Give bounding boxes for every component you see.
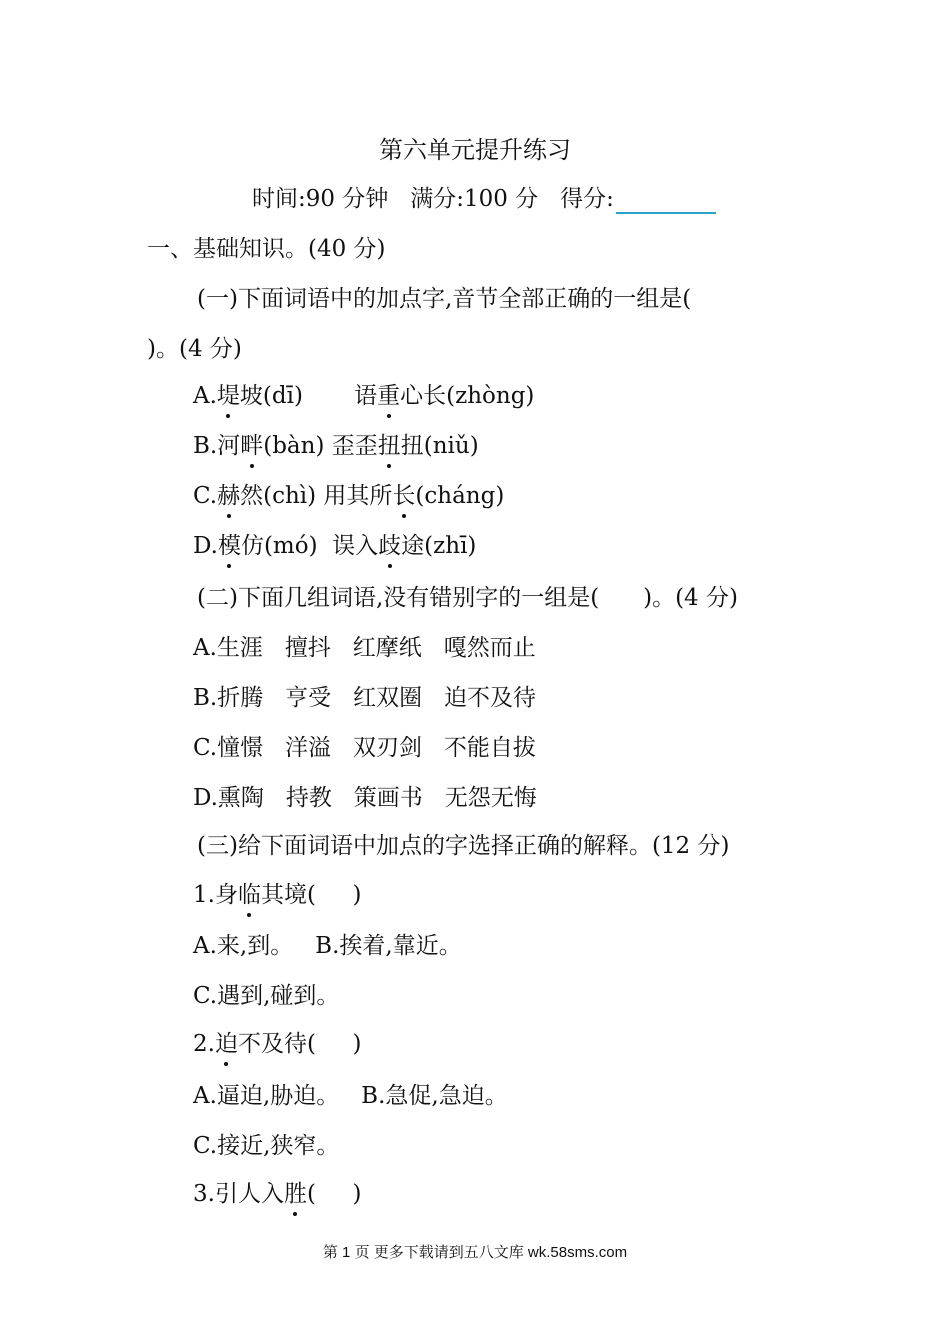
q3-item-2 bbox=[193, 1029, 361, 1059]
q3-item-3 bbox=[193, 1179, 361, 1209]
dotted-char: 扭 bbox=[377, 433, 401, 459]
page-footer: 第 1 页 更多下载请到五八文库 wk.58sms.com bbox=[322, 1244, 628, 1261]
q3-item-2-options-ab: A.逼迫,胁迫。 B.急促,急迫。 bbox=[193, 1083, 508, 1109]
option-prefix: A. bbox=[193, 383, 217, 409]
dotted-char: 迫 bbox=[214, 1031, 238, 1057]
dotted-char: 赫 bbox=[217, 483, 241, 509]
q1-option-a bbox=[193, 381, 534, 411]
dotted-char: 歧 bbox=[378, 533, 402, 559]
q3-item-1-option-c: C.遇到,碰到。 bbox=[193, 983, 340, 1009]
q2-option-c: C.憧憬 洋溢 双刃剑 不能自拔 bbox=[193, 735, 536, 761]
item-text: 1.身 bbox=[193, 882, 238, 908]
option-text: 仿(mó) 误入 bbox=[240, 533, 379, 559]
full-score: 满分:100 分 bbox=[410, 186, 539, 212]
option-text: (bàn) 歪歪 bbox=[263, 433, 378, 459]
option-text: 心长(zhòng) bbox=[400, 383, 535, 409]
q2-option-d: D.熏陶 持教 策画书 无怨无悔 bbox=[193, 785, 537, 811]
score-blank[interactable] bbox=[616, 186, 716, 214]
dotted-char: 临 bbox=[237, 882, 261, 908]
section-heading: 一、基础知识。(40 分) bbox=[147, 236, 386, 262]
item-text: 2. bbox=[193, 1031, 215, 1057]
dotted-char: 堤 bbox=[216, 383, 240, 409]
option-text: 然(chì) 用其所 bbox=[240, 483, 393, 509]
q1-option-d bbox=[193, 531, 476, 561]
option-text: 坡(dī) 语 bbox=[239, 383, 378, 409]
dotted-char: 模 bbox=[217, 533, 241, 559]
q3-item-1 bbox=[193, 880, 361, 910]
option-text: 扭(niǔ) bbox=[400, 433, 479, 459]
q3-item-1-options-ab: A.来,到。 B.挨着,靠近。 bbox=[193, 933, 462, 959]
q1-stem: (一)下面词语中的加点字,音节全部正确的一组是( bbox=[197, 286, 692, 312]
exam-meta bbox=[252, 184, 716, 214]
item-text: ( ) bbox=[306, 1181, 362, 1207]
option-text: 途(zhī) bbox=[401, 533, 477, 559]
q2-option-b: B.折腾 亨受 红双圈 迫不及待 bbox=[193, 685, 537, 711]
q2-stem: (二)下面几组词语,没有错别字的一组是( )。(4 分) bbox=[197, 585, 738, 611]
item-text: 不及待( ) bbox=[237, 1031, 362, 1057]
page-title: 第六单元提升练习 bbox=[379, 136, 571, 164]
q3-item-2-option-c: C.接近,狭窄。 bbox=[193, 1133, 340, 1159]
time-limit: 时间:90 分钟 bbox=[252, 186, 389, 212]
option-prefix: B.河 bbox=[193, 433, 241, 459]
option-text: (cháng) bbox=[415, 483, 505, 509]
item-text: 3.引人入 bbox=[193, 1181, 284, 1207]
option-prefix: D. bbox=[193, 533, 218, 559]
q1-option-b bbox=[193, 431, 479, 461]
q1-stem-cont: )。(4 分) bbox=[147, 336, 242, 362]
option-prefix: C. bbox=[193, 483, 218, 509]
item-text: 其境( ) bbox=[260, 882, 362, 908]
dotted-char: 长 bbox=[392, 483, 416, 509]
q1-option-c bbox=[193, 481, 504, 511]
q2-option-a: A.生涯 擅抖 红摩纸 嘎然而止 bbox=[193, 635, 536, 661]
dotted-char: 胜 bbox=[283, 1181, 307, 1207]
score-label: 得分: bbox=[560, 186, 614, 212]
dotted-char: 重 bbox=[377, 383, 401, 409]
dotted-char: 畔 bbox=[240, 433, 264, 459]
q3-stem: (三)给下面词语中加点的字选择正确的解释。(12 分) bbox=[197, 833, 730, 859]
